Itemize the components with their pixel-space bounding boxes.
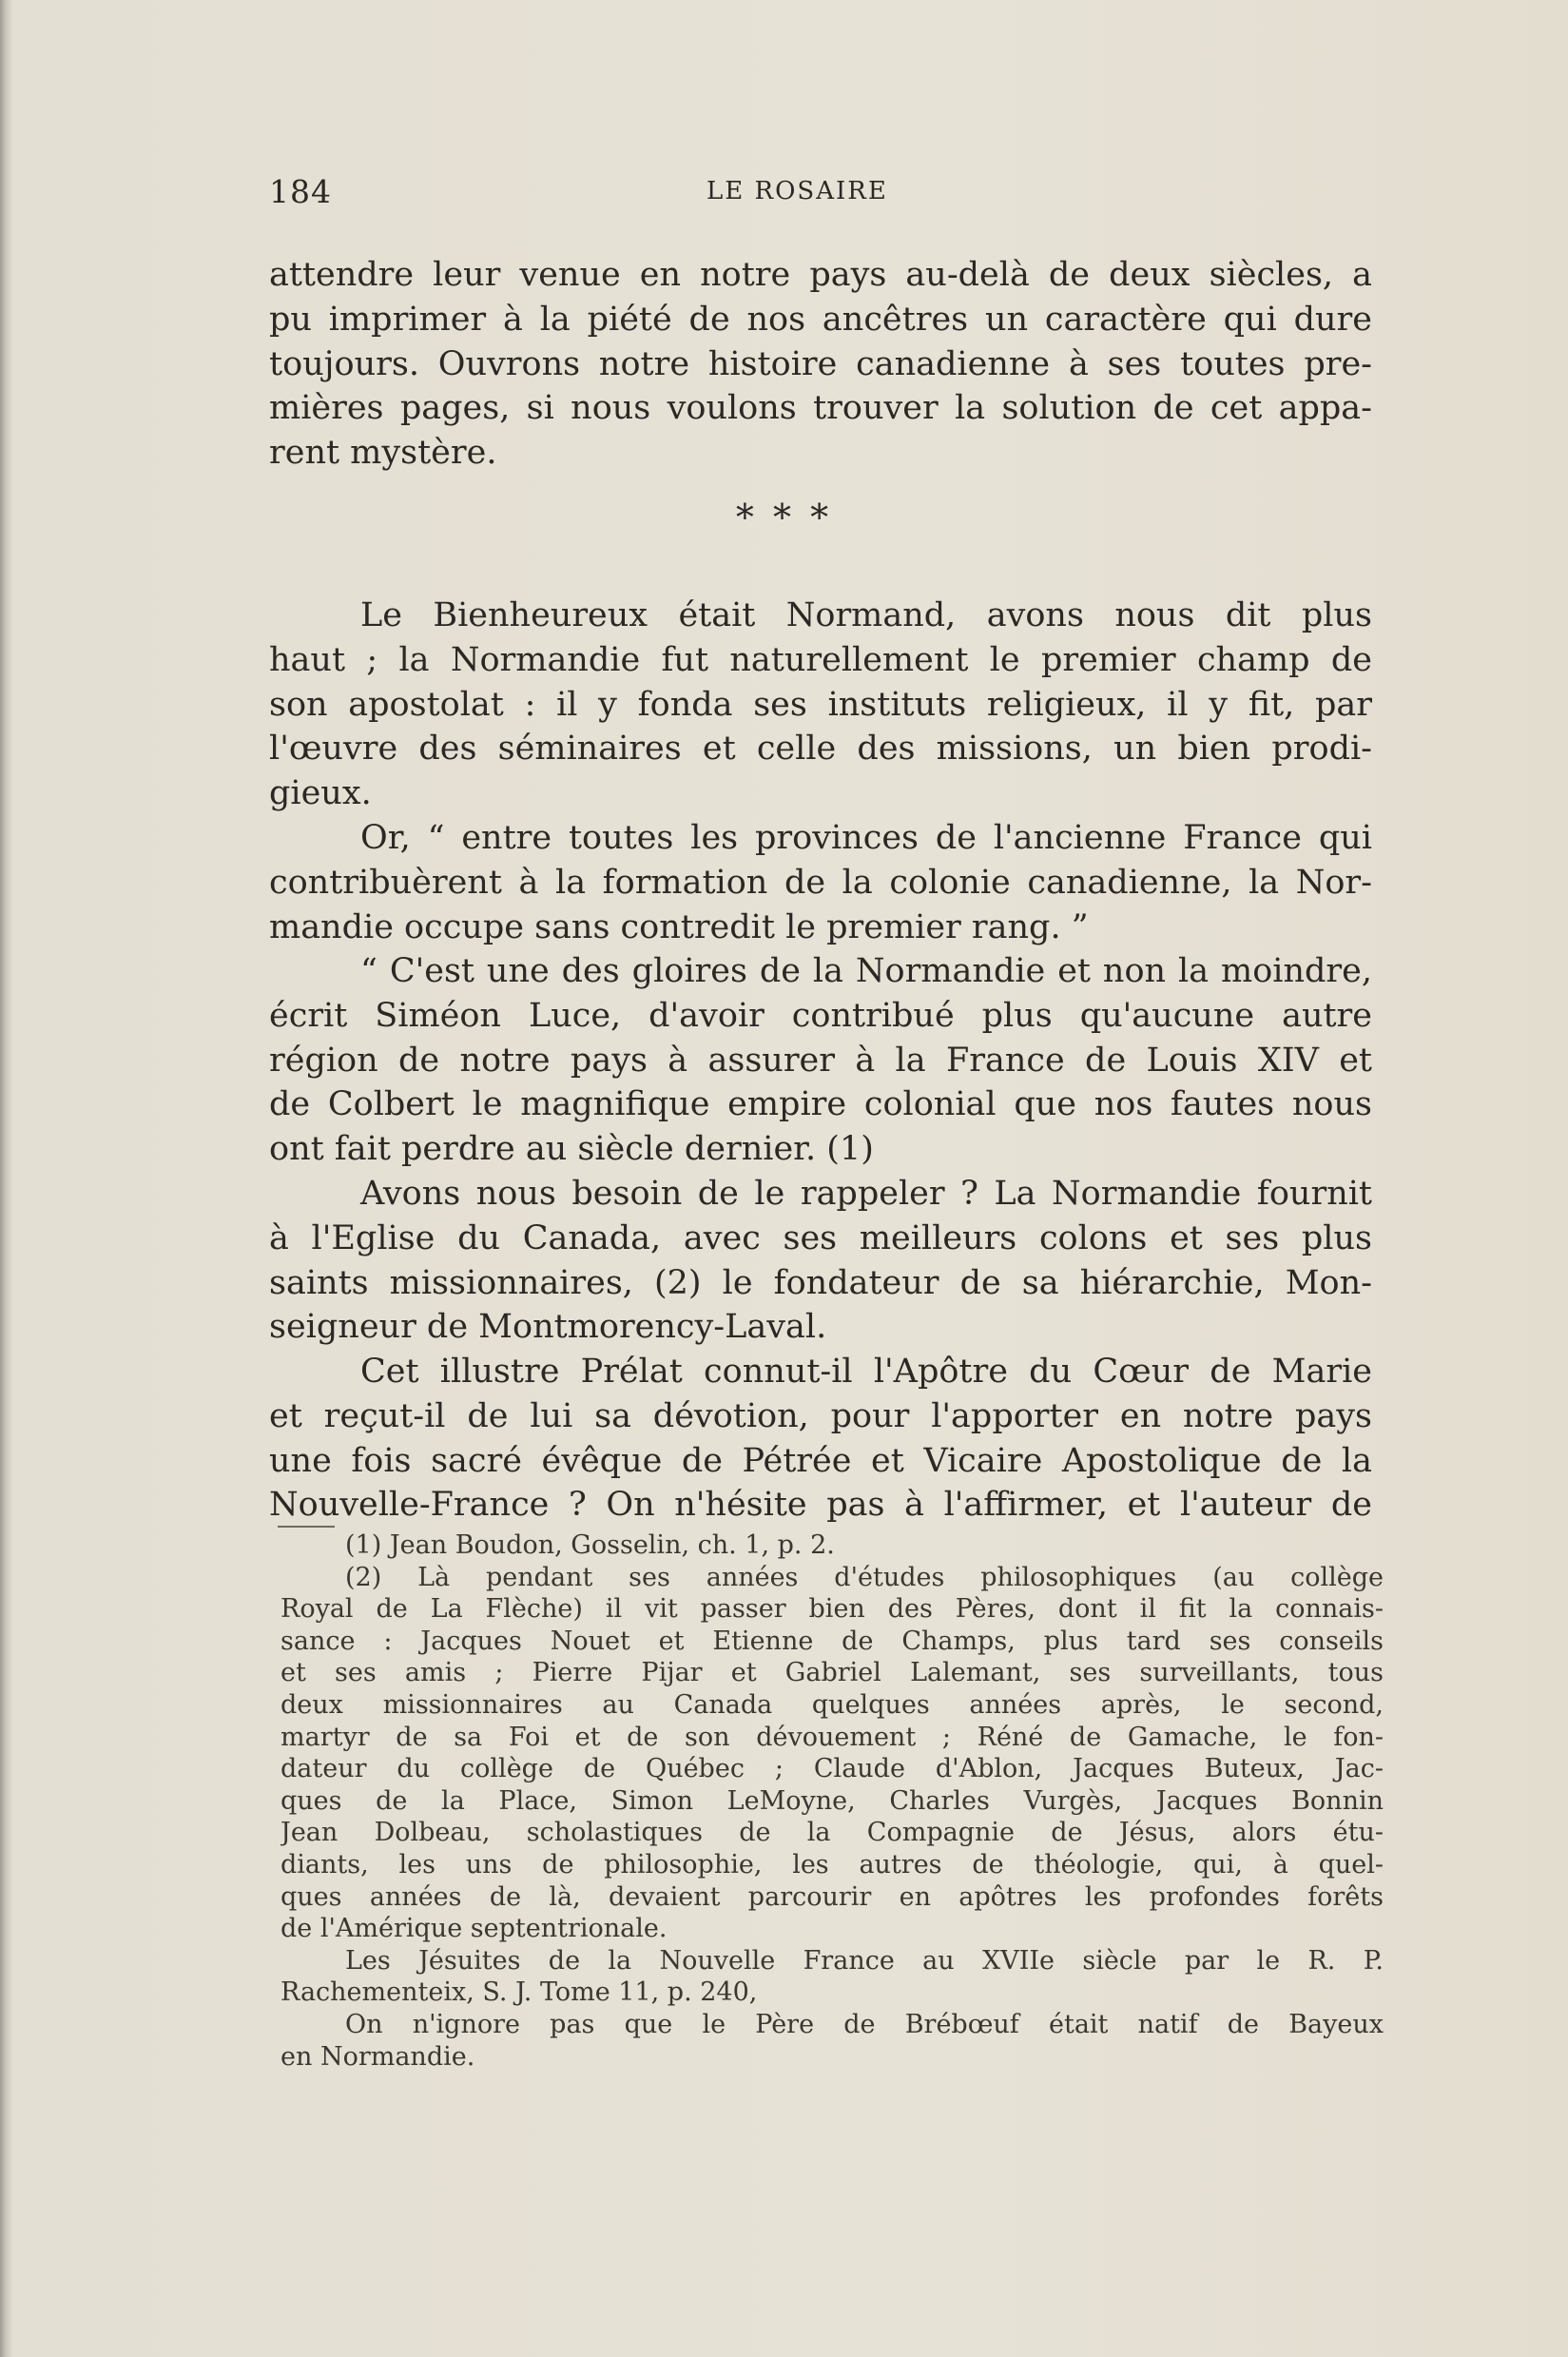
footnote-2-line: ques de la Place, Simon LeMoyne, Charles Vurgès, Jacques Bonnin bbox=[281, 1785, 1384, 1816]
footnote-3-line: Les Jésuites de la Nouvelle France au XVIIe siècle par le R. P. bbox=[345, 1945, 1384, 1976]
text-line: ont fait perdre au siècle dernier. (1) bbox=[269, 1130, 874, 1169]
footnote-2-line: Jean Dolbeau, scholastiques de la Compagnie de Jésus, alors étu- bbox=[281, 1818, 1384, 1848]
text-line: attendre leur venue en notre pays au-delà de deux siècles, a bbox=[269, 256, 1372, 294]
text-line: contribuèrent à la formation de la colonie canadienne, la Nor- bbox=[269, 863, 1372, 902]
text-line: gieux. bbox=[269, 774, 372, 813]
text-line: toujours. Ouvrons notre histoire canadienne à ses toutes pre- bbox=[269, 344, 1372, 383]
footnote-1: (1) Jean Boudon, Gosselin, ch. 1, p. 2. bbox=[345, 1530, 835, 1560]
text-line: rent mystère. bbox=[269, 434, 497, 473]
text-line: mandie occupe sans contredit le premier rang. ” bbox=[269, 907, 1089, 946]
footnote-2-line: dateur du collège de Québec ; Claude d'Ablon, Jacques Buteux, Jac- bbox=[281, 1754, 1384, 1784]
paragraph-4 bbox=[269, 949, 1372, 1172]
paragraph-2 bbox=[269, 594, 1372, 816]
paragraph-3 bbox=[269, 816, 1372, 949]
text-line: Nouvelle-France ? On n'hésite pas à l'affirmer, et l'auteur de bbox=[269, 1486, 1372, 1525]
footnote-2-line: et ses amis ; Pierre Pijar et Gabriel Lalemant, ses surveillants, tous bbox=[281, 1658, 1384, 1688]
footnote-divider bbox=[278, 1526, 335, 1528]
paragraph-6 bbox=[269, 1350, 1372, 1528]
footnotes bbox=[281, 1529, 1384, 2073]
text-line: de Colbert le magnifique empire colonial que nos fautes nous bbox=[269, 1085, 1372, 1124]
text-line: saints missionnaires, (2) le fondateur de sa hiérarchie, Mon- bbox=[269, 1263, 1372, 1302]
footnote-2-line: de l'Amérique septentrionale. bbox=[281, 1914, 668, 1944]
footnote-2-line: Royal de La Flèche) il vit passer bien des Pères, dont il fit la connais- bbox=[281, 1594, 1384, 1625]
text-line: son apostolat : il y fonda ses instituts religieux, il y fit, par bbox=[269, 685, 1372, 724]
text-line: seigneur de Montmorency-Laval. bbox=[269, 1308, 827, 1347]
text-line: Le Bienheureux était Normand, avons nous dit plus bbox=[360, 596, 1372, 634]
text-line: haut ; la Normandie fut naturellement le premier champ de bbox=[269, 640, 1372, 679]
text-line: l'œuvre des séminaires et celle des missions, un bien prodi- bbox=[269, 730, 1372, 769]
text-line: écrit Siméon Luce, d'avoir contribué plus qu'aucune autre bbox=[269, 996, 1372, 1035]
text-line: “ C'est une des gloires de la Normandie et non la moindre, bbox=[360, 952, 1372, 990]
footnote-4-line: en Normandie. bbox=[281, 2041, 475, 2072]
page-header bbox=[269, 173, 1372, 215]
text-line: Or, “ entre toutes les provinces de l'ancienne France qui bbox=[360, 819, 1372, 857]
footnote-3-line: Rachementeix, S. J. Tome 11, p. 240, bbox=[281, 1977, 758, 2008]
paragraph-5 bbox=[269, 1172, 1372, 1350]
footnote-2-line: martyr de sa Foi et de son dévouement ; Réné de Gamache, le fon- bbox=[281, 1722, 1384, 1752]
text-line: Avons nous besoin de le rappeler ? La Normandie fournit bbox=[360, 1175, 1372, 1213]
footnote-2-line: ques années de là, devaient parcourir en apôtres les profondes forêts bbox=[281, 1881, 1384, 1912]
text-line: région de notre pays à assurer à la France de Louis XIV et bbox=[269, 1041, 1372, 1080]
text-line: et reçut-il de lui sa dévotion, pour l'apporter en notre pays bbox=[269, 1396, 1372, 1435]
footnote-2-line: sance : Jacques Nouet et Etienne de Champs, plus tard ses conseils bbox=[281, 1626, 1384, 1656]
footnote-2-line: (2) Là pendant ses années d'études philosophiques (au collège bbox=[345, 1562, 1384, 1592]
running-title: LE ROSAIRE bbox=[707, 177, 888, 205]
footnote-2-line: deux missionnaires au Canada quelques années après, le second, bbox=[281, 1689, 1384, 1720]
text-line: une fois sacré évêque de Pétrée et Vicaire Apostolique de la bbox=[269, 1441, 1372, 1480]
text-line: pu imprimer à la piété de nos ancêtres un caractère qui dure bbox=[269, 300, 1372, 339]
section-separator: * * * bbox=[735, 497, 833, 538]
footnote-2-line: diants, les uns de philosophie, les autres de théologie, qui, à quel- bbox=[281, 1849, 1384, 1880]
footnote-4-line: On n'ignore pas que le Père de Brébœuf était natif de Bayeux bbox=[345, 2009, 1384, 2039]
paragraph-continued bbox=[269, 253, 1372, 476]
text-line: à l'Eglise du Canada, avec ses meilleurs colons et ses plus bbox=[269, 1218, 1372, 1257]
page-number: 184 bbox=[269, 173, 332, 210]
text-line: mières pages, si nous voulons trouver la solution de cet appa- bbox=[269, 389, 1372, 428]
text-line: Cet illustre Prélat connut-il l'Apôtre du Cœur de Marie bbox=[360, 1353, 1372, 1391]
